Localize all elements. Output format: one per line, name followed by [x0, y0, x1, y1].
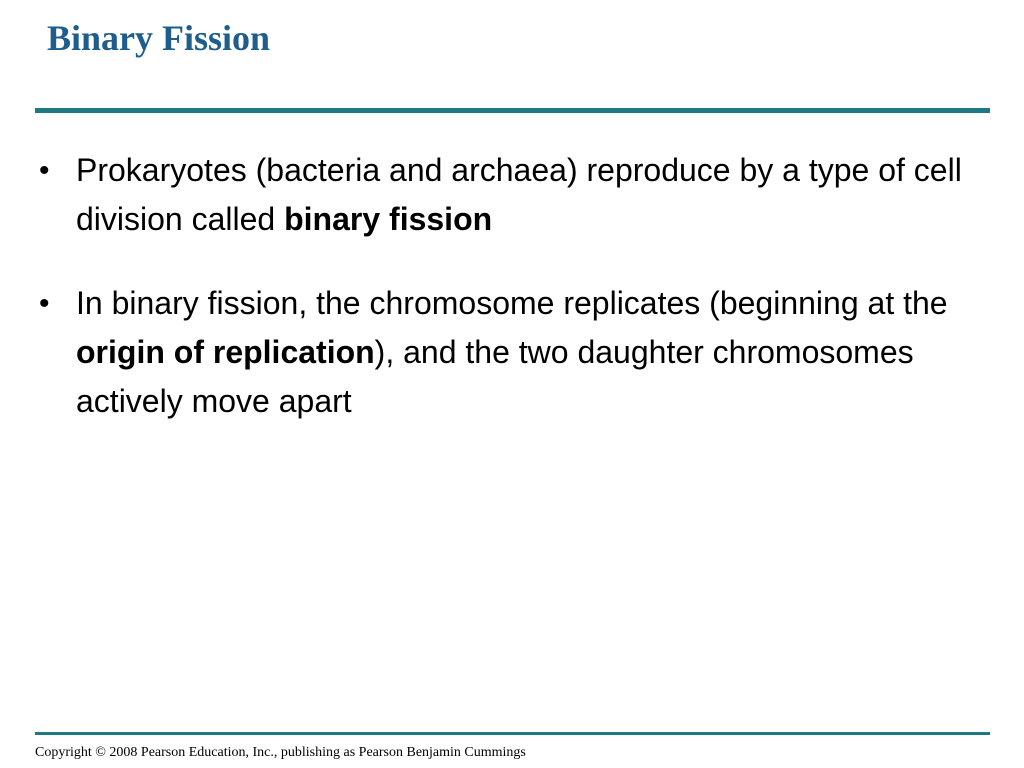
bullet-item [35, 146, 970, 244]
copyright-footer: Copyright © 2008 Pearson Education, Inc., publishing as Pearson Benjamin Cummings [35, 745, 526, 760]
bullet-text-bold-term: binary fission [284, 201, 493, 237]
bullet-text-segment: ), and the two daughter chromosomes actively move apart [76, 334, 914, 419]
bullet-text [76, 152, 962, 237]
bullet-text-bold-term: origin of replication [76, 334, 375, 370]
bullet-text-segment: Prokaryotes (bacteria and archaea) reproduce by a type of cell division called [76, 152, 962, 237]
bullet-text-segment: In binary fission, the chromosome replicates (beginning at the [76, 285, 948, 321]
slide-title: Binary Fission [47, 18, 271, 58]
bullet-item [35, 279, 970, 426]
title-divider [35, 108, 990, 113]
footer-divider [35, 732, 990, 735]
bullet-dot-icon: • [39, 154, 50, 187]
bullet-text [76, 285, 948, 419]
bullet-dot-icon: • [39, 287, 50, 320]
bullet-list [35, 146, 970, 461]
